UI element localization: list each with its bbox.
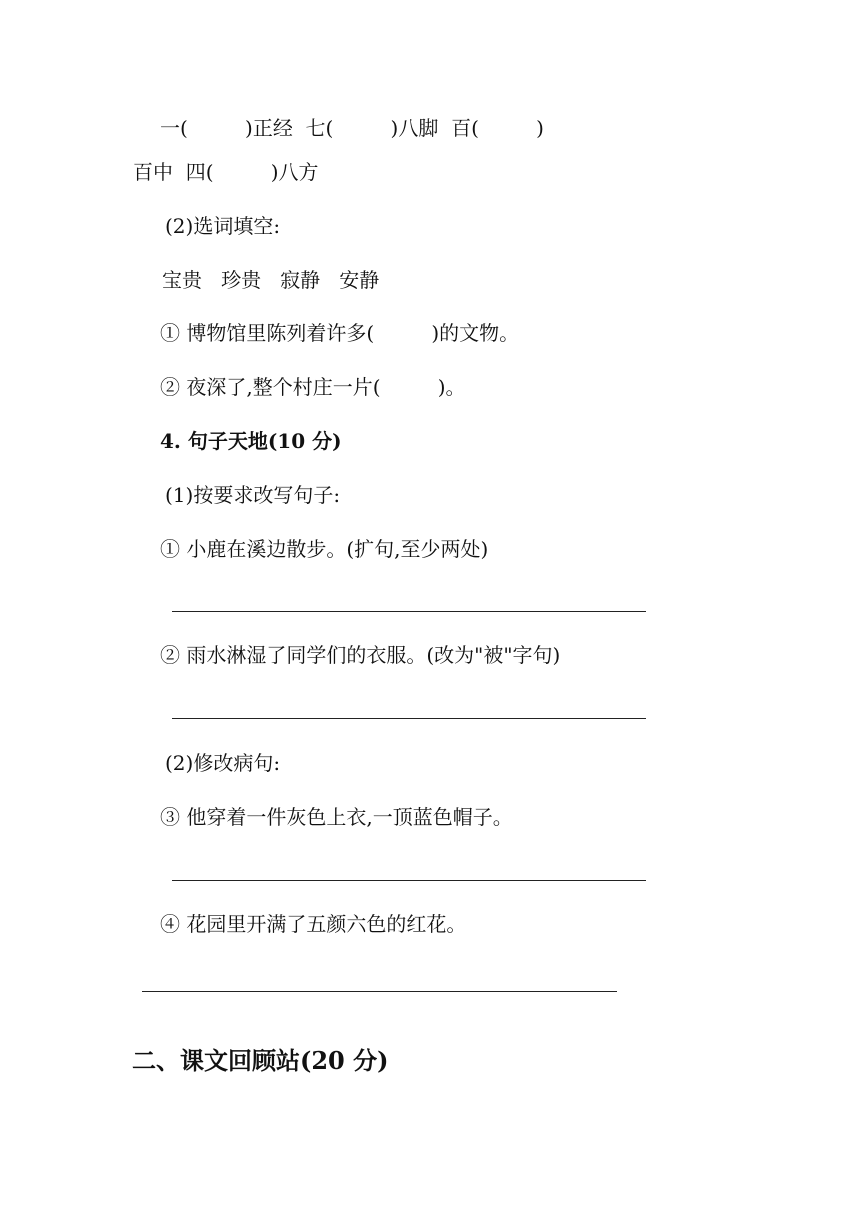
part-2-title: 二、课文回顾站(20 分) (132, 1046, 389, 1075)
idiom-line-1: 一( )正经 七( )八脚 百( ) (160, 116, 544, 140)
fix-sentence-heading: (2)修改病句: (165, 751, 281, 775)
fill-item-1: ① 博物馆里陈列着许多( )的文物。 (160, 321, 520, 345)
question-2: ② 雨水淋湿了同学们的衣服。(改为"被"字句) (160, 643, 561, 667)
rewrite-heading: (1)按要求改写句子: (165, 483, 341, 507)
question-4: ④ 花园里开满了五颜六色的红花。 (160, 912, 467, 936)
choose-words-heading: (2)选词填空: (165, 214, 281, 238)
question-3: ③ 他穿着一件灰色上衣,一顶蓝色帽子。 (160, 805, 513, 829)
question-1: ① 小鹿在溪边散步。(扩句,至少两处) (160, 537, 489, 561)
idiom-line-2: 百中 四( )八方 (133, 160, 319, 184)
answer-line-3[interactable] (172, 880, 646, 881)
word-options: 宝贵 珍贵 寂静 安静 (162, 268, 380, 292)
answer-line-2[interactable] (172, 718, 646, 719)
answer-line-1[interactable] (172, 611, 646, 612)
answer-line-4[interactable] (142, 991, 617, 992)
section-4-title: 4. 句子天地(10 分) (160, 429, 342, 453)
fill-item-2: ② 夜深了,整个村庄一片( )。 (160, 375, 466, 399)
